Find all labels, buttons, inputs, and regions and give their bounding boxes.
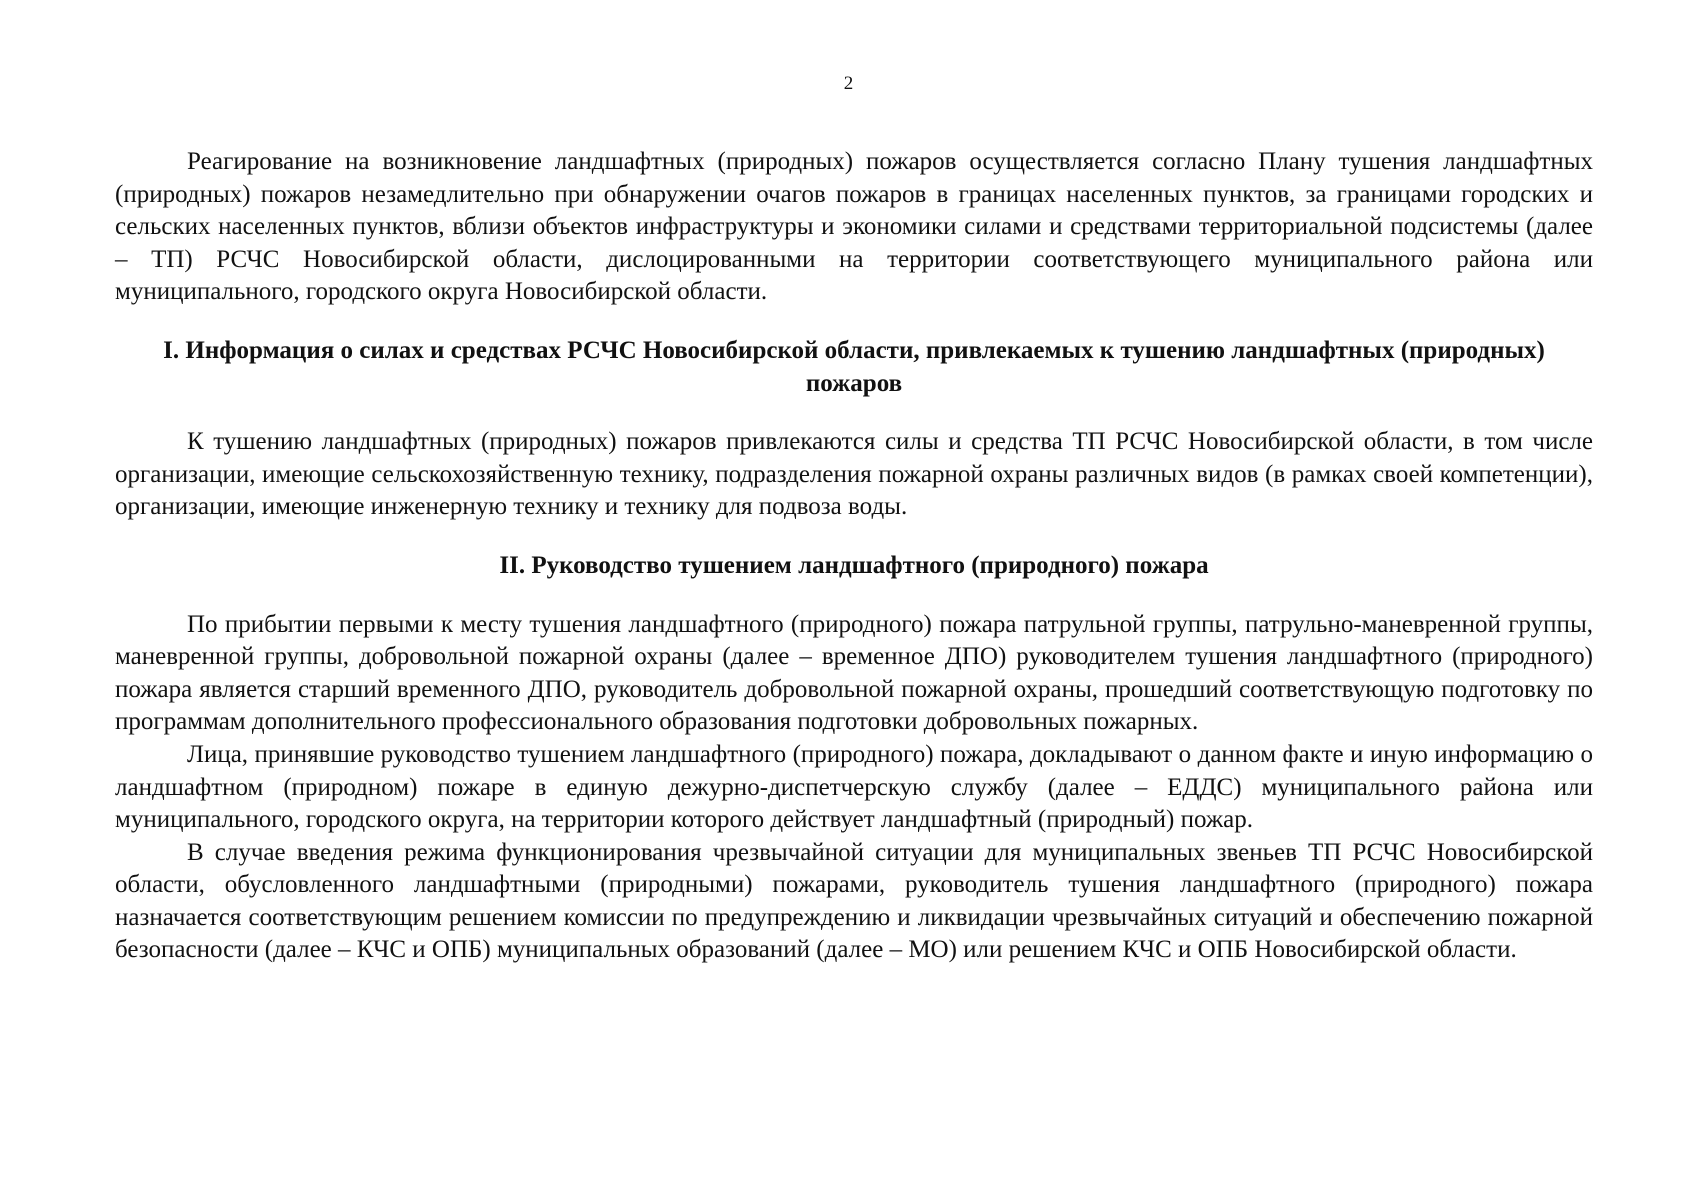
section-1-paragraph: К тушению ландшафтных (природных) пожаров привлекаются силы и средства ТП РСЧС Новосибирской области, в том числе организации, имеющие сельскохозяйственную технику, подразделения пожарной охраны различных видов (в рамках своей компетенции), организации, имеющие инженерную технику и технику для подвоза воды.: [115, 428, 1593, 521]
section-2-paragraph-3: В случае введения режима функционирования чрезвычайной ситуации для муниципальных звеньев ТП РСЧС Новосибирской области, обусловленного ландшафтными (природными) пожарами, руководитель тушения ландшафтного (природного) пожара назначается соответствующим решением комиссии по предупреждению и ликвидации чрезвычайных ситуаций и обеспечению пожарной безопасности (далее – КЧС и ОПБ) муниципальных образований (далее – МО) или решением КЧС и ОПБ Новосибирской области.: [115, 838, 1593, 964]
section-1-heading: I. Информация о силах и средствах РСЧС Новосибирской области, привлекаемых к тушению ландшафтных (природных) пожаров: [163, 336, 1545, 397]
page-number: 2: [843, 73, 854, 94]
intro-paragraph: Реагирование на возникновение ландшафтных (природных) пожаров осуществляется согласно Плану тушения ландшафтных (природных) пожаров незамедлительно при обнаружении очагов пожаров в границах населенных пунктов, за границами городских и сельских населенных пунктов, вблизи объектов инфраструктуры и экономики силами и средствами территориальной подсистемы (далее – ТП) РСЧС Новосибирской области, дислоцированными на территории соответствующего муниципального района или муниципального, городского округа Новосибирской области.: [115, 148, 1593, 306]
section-2-paragraph-1: По прибытии первыми к месту тушения ландшафтного (природного) пожара патрульной группы, патрульно-маневренной группы, маневренной группы, добровольной пожарной охраны (далее – временное ДПО) руководителем тушения ландшафтного (природного) пожара является старший временного ДПО, руководитель добровольной пожарной охраны, прошедший соответствующую подготовку по программам дополнительного профессионального образования подготовки добровольных пожарных.: [115, 610, 1593, 736]
section-2-paragraph-2: Лица, принявшие руководство тушением ландшафтного (природного) пожара, докладывают о данном факте и иную информацию о ландшафтном (природном) пожаре в единую дежурно-диспетчерскую службу (далее – ЕДДС) муниципального района или муниципального, городского округа, на территории которого действует ландшафтный (природный) пожар.: [115, 740, 1593, 834]
section-2-heading: II. Руководство тушением ландшафтного (природного) пожара: [499, 551, 1209, 579]
document-body: [115, 146, 1593, 967]
